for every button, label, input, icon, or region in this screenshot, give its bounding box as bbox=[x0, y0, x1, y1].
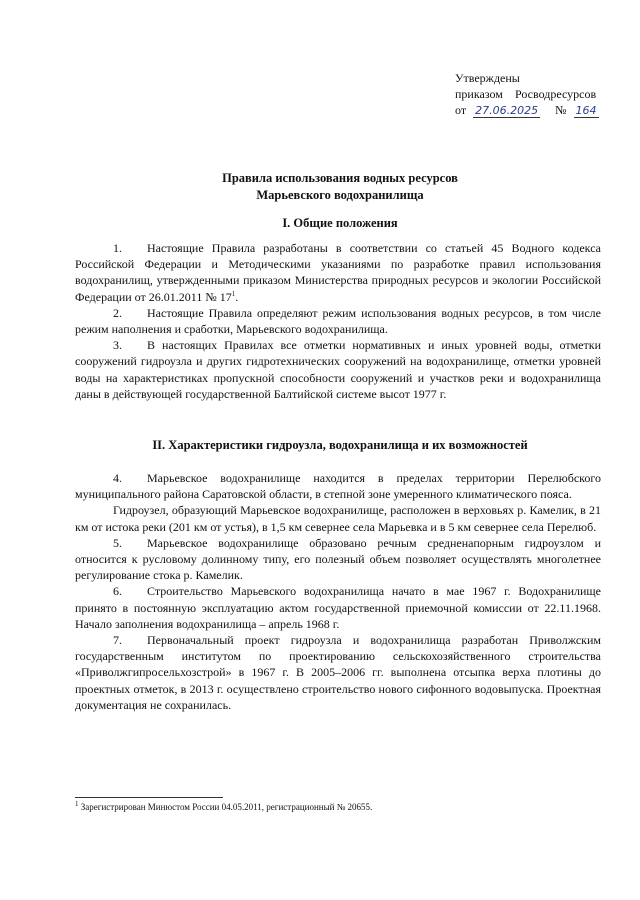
item-number: 6. bbox=[113, 584, 122, 599]
section1-heading: I. Общие положения bbox=[282, 216, 398, 230]
approval-stamp bbox=[455, 70, 605, 118]
title-line2: Марьевского водохранилища bbox=[256, 188, 424, 202]
paragraph-item bbox=[75, 535, 601, 584]
item-number: 2. bbox=[113, 305, 122, 320]
footnote-divider bbox=[75, 797, 223, 798]
item-number: 4. bbox=[113, 471, 122, 485]
approval-date-handwritten: 27.06.2025 bbox=[475, 104, 539, 117]
paragraph-item bbox=[75, 502, 601, 534]
paragraph-item bbox=[75, 305, 601, 337]
item-text: В настоящих Правилах все отметки нормативных и иных уровней воды, отметки сооружений гидроузла и других гидротехнических сооружений на водохранилище, отметки уровней воды на характеристиках пропускной способности сооружений и участков реки и водохранилища даны в действующей государственной Балтийской системе высот 1977 г. bbox=[75, 338, 601, 401]
item-text: Первоначальный проект гидроузла и водохранилища разработан Приволжским государственным институтом по проектированию сельскохозяйственного строительства «Приволжгипросельхозстрой» в 1967 г. В 2005–2006 гг. выполнена отсыпка верха плотины до проектных отметок, в 2013 г. осуществлено строительство нового сифонного водовыпуска. Проектная документация не сохранилась. bbox=[75, 633, 601, 712]
section2-heading: II. Характеристики гидроузла, водохранилища и их возможностей bbox=[152, 438, 528, 452]
paragraph-item bbox=[75, 240, 601, 305]
paragraph-item bbox=[75, 470, 601, 502]
footnote-mark: 1 bbox=[75, 800, 79, 808]
footnote-text: Зарегистрирован Минюстом России 04.05.2011, регистрационный № 20655. bbox=[80, 802, 373, 812]
item-text: Строительство Марьевского водохранилища начато в мае 1967 г. Водохранилище принято в постоянную эксплуатацию актом государственной приемочной комиссии от 22.11.1968. Начало заполнения водохранилища – апрель 1968 г. bbox=[75, 584, 601, 631]
approval-agency: Росводресурсов bbox=[515, 87, 597, 101]
section1-body bbox=[75, 240, 601, 402]
item-text: Гидроузел, образующий Марьевское водохранилище, расположен в верховьях р. Камелик, в 21 км от истока реки (201 км от устья), в 1,5 км севернее села Марьевка и в 5 км севернее села Перелюб. bbox=[75, 503, 601, 534]
item-text: Марьевское водохранилище находится в пределах территории Перелюбского муниципального района Саратовской области, в степной зоне умеренного климатического пояса. bbox=[75, 471, 601, 502]
item-number: 5. bbox=[113, 535, 122, 550]
item-number: 7. bbox=[113, 633, 122, 648]
item-text: Марьевское водохранилище образовано речным средненапорным гидроузлом и относится к русловому долинному типу, его полезный объем позволяет осуществлять многолетнее регулирование стока р. Камелик. bbox=[75, 535, 601, 583]
title-line1: Правила использования водных ресурсов bbox=[222, 171, 458, 185]
document-title bbox=[75, 170, 605, 204]
approval-order-word: приказом bbox=[455, 87, 503, 101]
item-text: Настоящие Правила определяют режим использования водных ресурсов, в том числе режим наполнения и сработки, Марьевского водохранилища. bbox=[75, 305, 601, 337]
item-tail: . bbox=[235, 289, 239, 304]
item-number: 3. bbox=[113, 338, 122, 353]
section2-body bbox=[75, 470, 601, 713]
approval-line2 bbox=[455, 86, 605, 102]
approval-line1: Утверждены bbox=[455, 71, 520, 85]
paragraph-item bbox=[75, 632, 601, 713]
approval-number-label: № bbox=[555, 103, 567, 117]
paragraph-item bbox=[75, 337, 601, 402]
approval-line3 bbox=[455, 102, 605, 118]
footnote bbox=[75, 801, 601, 813]
footnote-reference: 1 bbox=[231, 289, 236, 298]
item-text: Настоящие Правила разработаны в соответствии со статьей 45 Водного кодекса Российской Федерации и Методическими указаниями по разработке правил использования водохранилищ, утвержденными приказом Министерства природных ресурсов и экологии Российской Федерации от 26.01.2011 № 17 bbox=[75, 241, 601, 304]
paragraph-item bbox=[75, 583, 601, 632]
approval-from-label: от bbox=[455, 103, 467, 117]
approval-number-handwritten: 164 bbox=[575, 104, 597, 117]
item-number: 1. bbox=[113, 241, 122, 255]
